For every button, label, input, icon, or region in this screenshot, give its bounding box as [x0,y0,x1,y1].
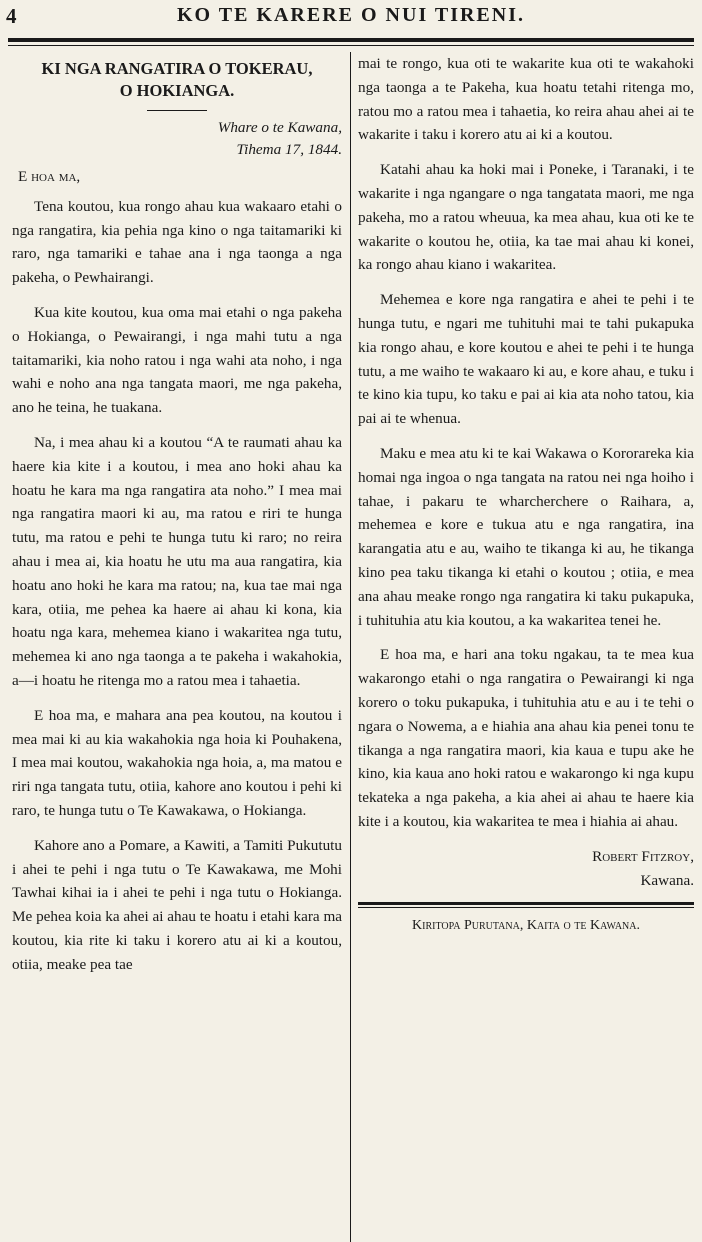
salutation: E hoa ma, [18,168,81,185]
dateline [12,117,342,161]
paragraph-5-start: Kahore ano a Pomare, a Kawiti, a Tamiti Pukututu i ahei te pehi i nga tutu o Te Kawakawa, me Mohi Tawhai kihai ia i ahei te pehi i nga tutu o Hokianga. Me pehea koia ka ahei ai ahau te hoatu i etahi kara ma koutou, kia rite ki taku i korero atu ai ki a koutou, otiia, meake pea tae [12,836,342,973]
article-heading-line-2: O HOKIANGA. [119,81,235,100]
paragraph-8: Maku e mea atu ki te kai Wakawa o Kororareka kia homai nga ingoa o nga tangata na ratou nei nga hoiho i tahae, i pakaru te wharcherchere o Raihara, a, mehemea e kore e tukua atu e nga rangatira, ina karangatia atu e au, waiho te tikanga ki au, he tikanga kino pea taku tikanga ki etahi o koutou ; otiia, e mea ana ahau meake rongo nga rangatira ki taku pukapuka, i tuhituhia atu kia koutou, a ka wakaritea tenei he. [358,444,694,629]
right-column [358,52,694,938]
paragraph-9: E hoa ma, e hari ana toku ngakau, ta te mea kua wakarongo etahi o nga rangatira o Pewairangi ki nga korero o toku pukapuka, i tuhituhia atu e au i te tehi o ngara o Nowema, a e hiahia ana ahau kia penei tonu te tikanga a nga rangatira maori, kia kaua e tupu ake he kino, kia kaua ano hoki ratou e wakarongo ki nga kupu tekateka a nga pakeha, a kia ahei ai ahau te haere kia kite i a koutou, kia wakaritea te mea i hiahia ai ahau. [358,646,694,830]
masthead [0,0,702,38]
paragraph-1: Tena koutou, kua rongo ahau kua wakaaro etahi o nga rangatira, kia pehia nga kino o nga taitamariki ki raro, nga tamariki e tahae ana i nga taonga a nga pakeha, o Pewhairangi. [12,197,342,287]
signature-name: Robert Fitzroy, [592,847,694,865]
column-divider [350,52,351,1242]
dateline-date: Tihema 17, 1844. [236,141,342,158]
paragraph-6: Katahi ahau ka hoki mai i Poneke, i Taranaki, i te wakarite i nga ngangare o nga tangatata maori, me nga pakeha, mo a ratou wheuua, ka mea ahau, kua oti ke te wakarite o koutou he, otiia, ka tae mai ahau ki konei, ka rongo ahau kiano i wakaritea. [358,161,694,274]
left-column [12,52,342,988]
page-number: 4 [6,4,17,28]
article-heading [12,58,342,102]
paragraph-2: Kua kite koutou, kua oma mai etahi o nga pakeha o Hokianga, o Pewairangi, i nga mahi tutu a nga taitamariki, kia noho ratou i nga wahi ata noho, i nga wahi e noho ana nga tangata maori, me nga pakeha, ano he teina, he tuakana. [12,303,342,417]
footer-rule-thin [358,907,694,908]
dateline-place: Whare o te Kawana, [217,119,342,136]
paragraph-4: E hoa ma, e mahara ana pea koutou, na koutou i mea mai ki au kia wakahokia nga hoia ki Pouhakena, I mea mai koutou, wakahokia nga hoia, a, ma matou e riri nga tangata tutu, otiia, kahore ano koutou i pehi ki raro, te hunga tutu o Te Kawakawa, o Hokianga. [12,706,342,819]
paragraph-3: Na, i mea ahau ki a koutou “A te raumati ahau ka haere kia kite i a koutou, i mea ano hoki ahau ka hoatu he kara ma nga rangatira ata noho.” I mea mai nga rangatira maori ki au, ma ratou e riri te hunga tutu, ma ratou e pehi te hunga tutu ki raro; no reira ahau i mea ai, kia hoatu he utu ma aua rangatira, kia hoatu ano hoki he kara ma ratou; na, kua tae mai nga kara, otiia, me pehea ka haere ai ahau ki kona, kia hoatu nga kara, mehemea kiano i wakaritea nga tutu, mehemea ki ano nga taonga a te pakeha i wakahokia, a—i hoatu he ritenga mo a ratou mea i tahaetia. [12,433,342,689]
newspaper-title: KO TE KARERE O NUI TIRENI. [177,4,525,26]
paragraph-5-continued: mai te rongo, kua oti te wakarite kua oti te wakahoki nga taonga a te Pakeha, kua hoatu tetahi ritenga mo, ratou mo a ratou mea i tahaetia, ko reira ahau ahei ai te wakarite i taku i korero atu ai ki a koutou. [358,55,694,144]
masthead-rule-thin [8,45,694,46]
signature-title: Kawana. [640,871,694,889]
masthead-rule-thick [8,38,694,42]
article-heading-line-1: KI NGA RANGATIRA O TOKERAU, [41,59,313,78]
footer-rule-thick [358,902,694,905]
printer-credit: Kiritopa Purutana, Kaita o te Kawana. [412,918,640,934]
paragraph-7: Mehemea e kore nga rangatira e ahei te pehi i te hunga tutu, e ngari me tuhituhi mai te tahi pukapuka kia rongo ahau, e kore koutou e ahei te pehi i te hunga tutu, a me waiho te wakaaro ki au, e kore ahau, e tuku i te kino kia tupu, ko taku e pai ai kia ata noho tatou, kia pai ai te whenua. [358,291,694,428]
heading-divider [147,110,207,111]
